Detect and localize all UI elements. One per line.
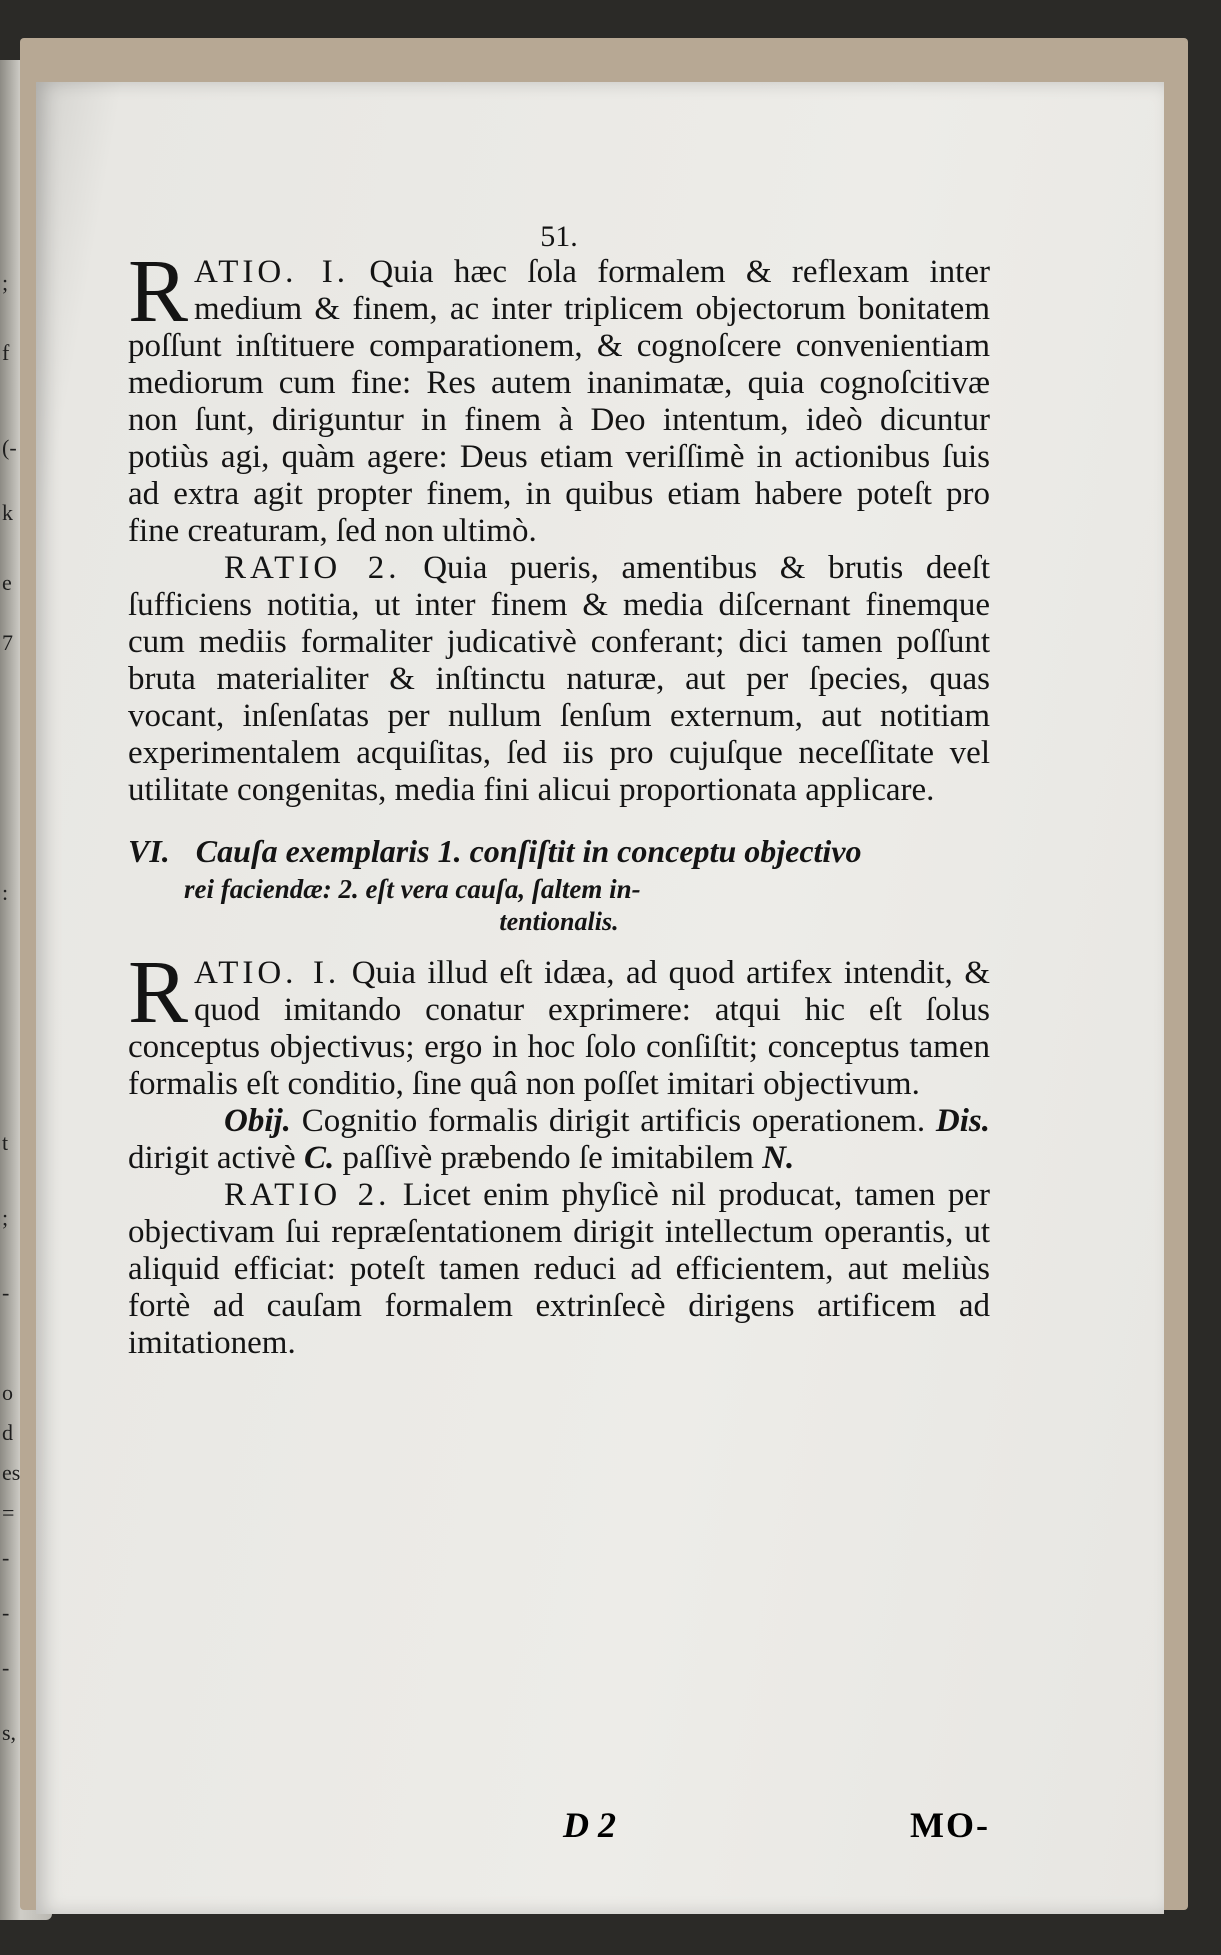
- paragraph: [128, 943, 990, 1103]
- fragment: ;: [2, 1205, 9, 1230]
- page-footer: [128, 1804, 990, 1854]
- fragment: -: [2, 1280, 10, 1305]
- paragraph-text: Quia hæc ſola formalem & reflexam inter medium & finem, ac inter triplicem objectorum bonitatem poſſunt inſtituere comparationem, & cognoſcere convenientiam mediorum cum fine: Res autem inanimatæ, quia cognoſcitivæ non ſunt, diriguntur in finem à Deo intentum, ideò dicuntur potiùs agi, quàm agere: Deus etiam veriſſimè in actionibus ſuis ad extra agit propter finem, in quibus etiam habere poteſt pro fine creaturam, ſed non ultimò.: [128, 254, 990, 549]
- negation-label: N.: [762, 1140, 795, 1176]
- fragment: k: [2, 500, 13, 525]
- section-ratio-1: [128, 242, 990, 809]
- paragraph-lead: RATIO 2.: [224, 550, 401, 586]
- paragraph-lead: ATIO. I.: [194, 254, 350, 290]
- fragment: o: [2, 1380, 13, 1405]
- paragraph-text: Cognitio formalis dirigit artificis operationem.: [301, 1103, 926, 1139]
- catchword: MO-: [910, 1805, 990, 1845]
- section-heading: [128, 831, 990, 937]
- fragment: e: [2, 570, 12, 595]
- heading-number: VI.: [128, 833, 170, 869]
- paragraph-text: Quia illud eſt idæa, ad quod artifex intendit, & quod imitando conatur exprimere: atqui hic eſt ſolus conceptus objectivus; ergo in hoc ſolo conſiſtit; conceptus tamen formalis eſt conditio, ſine quâ non poſſet imitari objectivum.: [128, 955, 990, 1102]
- paragraph: [128, 242, 990, 550]
- page-number: 51.: [540, 220, 578, 253]
- signature-mark: D 2: [563, 1805, 616, 1845]
- dropcap: R: [128, 242, 189, 341]
- paragraph-text: paſſivè præbendo ſe imitabilem: [342, 1140, 754, 1176]
- fragment: f: [2, 340, 10, 365]
- paragraph: [128, 1103, 990, 1177]
- paragraph-text: dirigit activè: [128, 1140, 296, 1176]
- fragment: =: [2, 1500, 15, 1525]
- paragraph-text: Licet enim phyſicè nil producat, tamen per objectivam ſui repræſentationem dirigit intellectum operantis, ut aliquid efficiat: poteſt tamen reduci ad efficientem, aut meliùs fortè ad cauſam formalem extrinſecè dirigens artificem ad imitationem.: [128, 1177, 990, 1361]
- heading-line: Cauſa exemplaris 1. conſiſtit in conceptu objectivo: [195, 833, 862, 869]
- paragraph: [128, 1177, 990, 1362]
- fragment: -: [2, 1655, 10, 1680]
- paragraph: [128, 550, 990, 809]
- page-body: [128, 222, 990, 1362]
- paragraph-lead: ATIO. I.: [194, 955, 341, 991]
- section-ratio-2: [128, 943, 990, 1362]
- fragment: -: [2, 1545, 10, 1570]
- heading-line: tentionalis.: [499, 907, 619, 936]
- fragment: 7: [2, 630, 13, 655]
- paragraph-lead: RATIO 2.: [224, 1177, 391, 1213]
- dropcap: R: [128, 943, 189, 1042]
- fragment: ;: [2, 270, 9, 295]
- fragment: (-: [2, 435, 17, 460]
- concession-label: C.: [303, 1140, 335, 1176]
- fragment: -: [2, 1600, 10, 1625]
- heading-line: rei faciendæ: 2. eſt vera cauſa, ſaltem in-: [184, 874, 641, 904]
- distinction-label: Dis.: [935, 1103, 990, 1139]
- fragment: s,: [2, 1720, 17, 1745]
- fragment: es: [2, 1460, 21, 1485]
- paragraph-text: Quia pueris, amentibus & brutis deeſt ſufficiens notitia, ut inter finem & media diſcernant finemque cum mediis formaliter judicativè conferant; dici tamen poſſunt bruta materialiter & inſtinctu naturæ, aut per ſpecies, quas vocant, inſenſatas per nullum ſenſum externum, aut notitiam experimentalem acquiſitas, ſed iis pro cujuſque neceſſitate vel utilitate congenitas, media fini alicui proportionata applicare.: [128, 550, 990, 808]
- fragment: t: [2, 1130, 9, 1155]
- objection-label: Obij.: [224, 1103, 291, 1139]
- book-page: [36, 82, 1164, 1914]
- fragment: :: [2, 880, 9, 905]
- fragment: d: [2, 1420, 13, 1445]
